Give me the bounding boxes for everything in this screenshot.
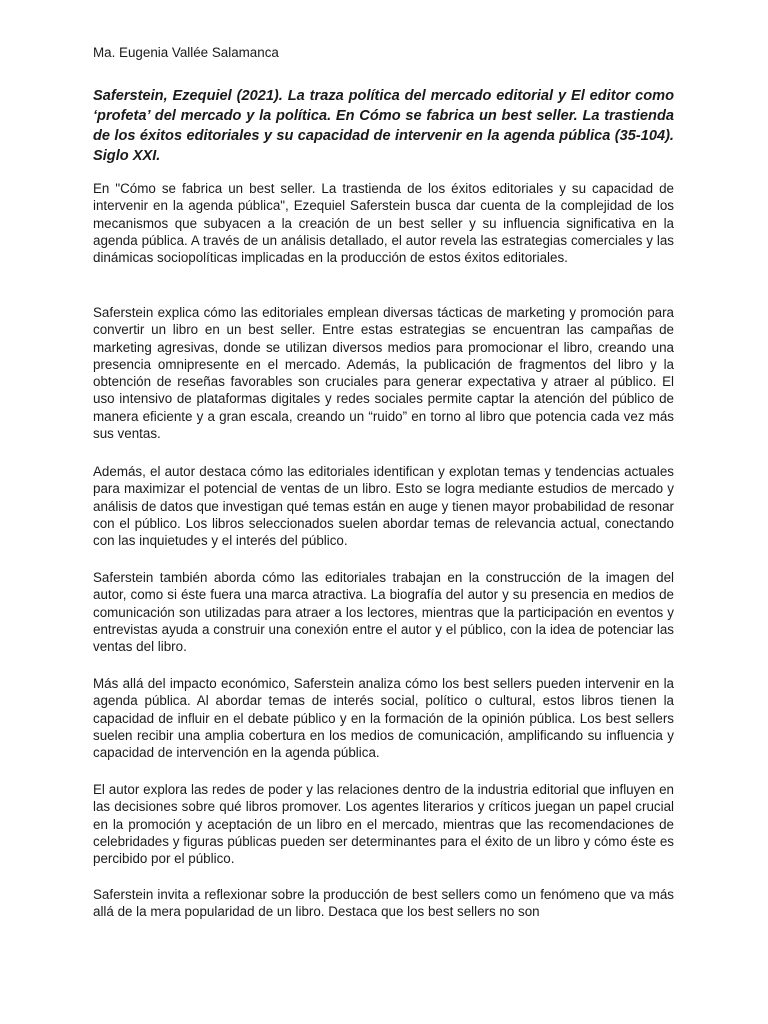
paragraph-5: Más allá del impacto económico, Saferstein analiza cómo los best sellers pueden intervenir en la agenda pública. Al abordar temas de interés social, político o cultural, estos libros tienen la capacidad de influir en el debate público y en la formación de la opinión pública. Los best sellers suelen recibir una amplia cobertura en los medios de comunicación, amplificando su influencia y capacidad de intervención en la agenda pública.: [93, 676, 674, 761]
author-name: Ma. Eugenia Vallée Salamanca: [93, 45, 279, 60]
paragraph-4: Saferstein también aborda cómo las editoriales trabajan en la construcción de la imagen del autor, como si éste fuera una marca atractiva. La biografía del autor y su presencia en medios de comunicación son utilizadas para atraer a los lectores, mientras que la participación en eventos y entrevistas ayuda a construir una conexión entre el autor y el público, con la idea de potenciar las ventas del libro.: [93, 570, 674, 655]
paragraph-7: Saferstein invita a reflexionar sobre la producción de best sellers como un fenómeno que va más allá de la mera popularidad de un libro. Destaca que los best sellers no son: [93, 887, 674, 920]
document-title: Saferstein, Ezequiel (2021). La traza política del mercado editorial y El editor como ‘profeta’ del mercado y la política. En Cómo se fabrica un best seller. La trastienda de los éxitos editoriales y su capacidad de intervenir en la agenda pública (35-104). Siglo XXI.: [93, 88, 674, 164]
paragraph-1: En "Cómo se fabrica un best seller. La trastienda de los éxitos editoriales y su capacidad de intervenir en la agenda pública", Ezequiel Saferstein busca dar cuenta de la complejidad de los mecanismos que subyacen a la creación de un best seller y su influencia significativa en la agenda pública. A través de un análisis detallado, el autor revela las estrategias comerciales y las dinámicas sociopolíticas implicadas en la producción de estos éxitos editoriales.: [93, 181, 674, 266]
paragraph-6: El autor explora las redes de poder y las relaciones dentro de la industria editorial que influyen en las decisiones sobre qué libros promover. Los agentes literarios y críticos juegan un papel crucial en la promoción y aceptación de un libro en el mercado, mientras que las recomendaciones de celebridades y figuras públicas pueden ser determinantes para el éxito de un libro y cómo éste es percibido por el público.: [93, 782, 674, 867]
paragraph-3: Además, el autor destaca cómo las editoriales identifican y explotan temas y tendencias actuales para maximizar el potencial de ventas de un libro. Esto se logra mediante estudios de mercado y análisis de datos que investigan qué temas están en auge y tienen mayor probabilidad de resonar con el público. Los libros seleccionados suelen abordar temas de relevancia actual, conectando con las inquietudes y el interés del público.: [93, 464, 674, 549]
paragraph-2: Saferstein explica cómo las editoriales emplean diversas tácticas de marketing y promoción para convertir un libro en un best seller. Entre estas estrategias se encuentran las campañas de marketing agresivas, donde se utilizan diversos medios para promocionar el libro, creando una presencia omnipresente en el mercado. Además, la publicación de fragmentos del libro y la obtención de reseñas favorables son cruciales para generar expectativa y atraer al público. El uso intensivo de plataformas digitales y redes sociales permite captar la atención del público de manera eficiente y a gran escala, creando un “ruido” en torno al libro que potencia cada vez más sus ventas.: [93, 305, 674, 442]
